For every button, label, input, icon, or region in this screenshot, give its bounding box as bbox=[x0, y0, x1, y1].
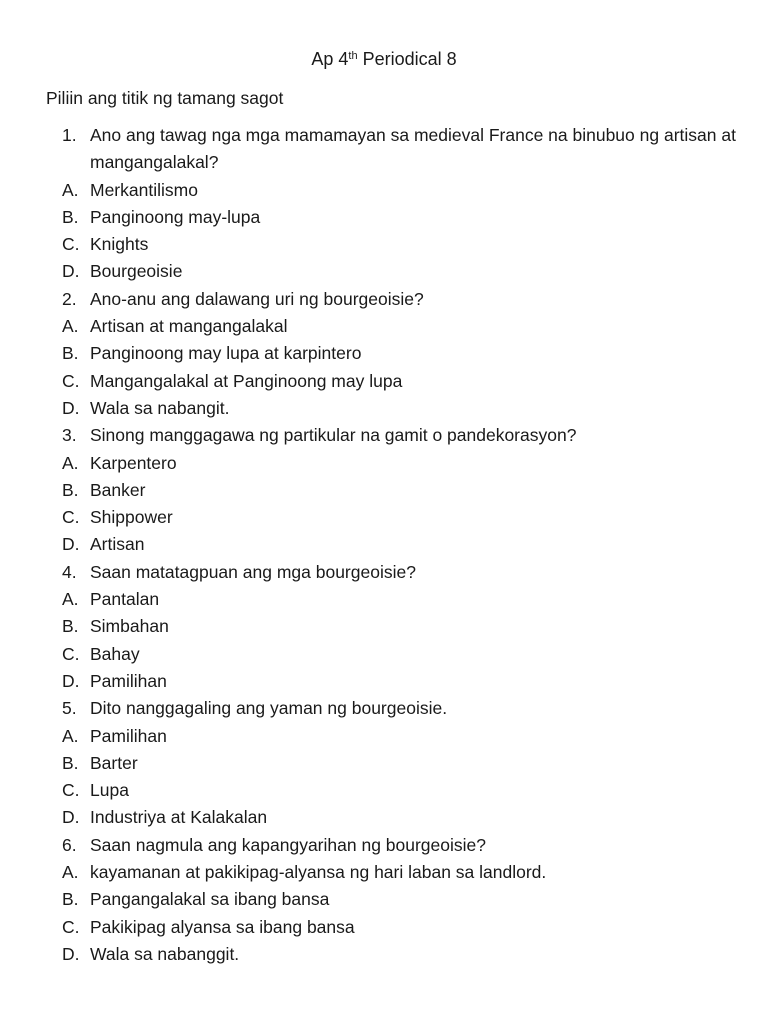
choice-text: Bahay bbox=[90, 643, 140, 664]
choice-letter: C. bbox=[62, 370, 80, 391]
choice-text: Mangangalakal at Panginoong may lupa bbox=[90, 370, 403, 391]
question-6-choice-c bbox=[62, 914, 742, 941]
question-number: 1. bbox=[62, 125, 77, 145]
question-6-choice-d bbox=[62, 941, 742, 968]
choice-letter: A. bbox=[62, 725, 79, 746]
choice-letter: D. bbox=[62, 534, 80, 555]
choice-text: Banker bbox=[90, 479, 146, 500]
title-suffix: Periodical 8 bbox=[357, 49, 457, 69]
question-3-choice-a bbox=[62, 450, 742, 477]
question-2-choice-d bbox=[62, 395, 742, 422]
question-5-choice-c bbox=[62, 777, 742, 804]
choice-letter: A. bbox=[62, 316, 79, 337]
choice-text: Bourgeoisie bbox=[90, 261, 183, 282]
choice-letter: B. bbox=[62, 206, 79, 227]
choice-letter: C. bbox=[62, 234, 80, 255]
question-4-choice-a bbox=[62, 586, 742, 613]
choice-text: Pangangalakal sa ibang bansa bbox=[90, 889, 330, 910]
question-3-choice-b bbox=[62, 477, 742, 504]
question-number: 4. bbox=[62, 561, 77, 582]
instruction-text: Piliin ang titik ng tamang sagot bbox=[46, 88, 284, 108]
question-3 bbox=[62, 422, 742, 449]
choice-text: Barter bbox=[90, 752, 138, 773]
question-1-choice-b bbox=[62, 204, 742, 231]
choice-letter: A. bbox=[62, 589, 79, 610]
choice-letter: B. bbox=[62, 343, 79, 364]
choice-text: Lupa bbox=[90, 780, 129, 801]
question-text: Ano ang tawag nga mga mamamayan sa medieval France na binubuo ng artisan at mangangalakal? bbox=[90, 125, 736, 173]
question-3-choice-d bbox=[62, 531, 742, 558]
title-prefix: Ap 4 bbox=[311, 49, 349, 69]
question-4 bbox=[62, 559, 742, 586]
question-4-choice-c bbox=[62, 641, 742, 668]
choice-text: Merkantilismo bbox=[90, 179, 198, 200]
choice-text: Industriya at Kalakalan bbox=[90, 807, 268, 828]
question-text: Saan matatagpuan ang mga bourgeoisie? bbox=[90, 561, 416, 582]
question-1-choice-d bbox=[62, 258, 742, 285]
question-1-choice-c bbox=[62, 231, 742, 258]
choice-text: Pakikipag alyansa sa ibang bansa bbox=[90, 916, 355, 937]
choice-letter: B. bbox=[62, 616, 79, 637]
question-5-choice-d bbox=[62, 804, 742, 831]
question-number: 3. bbox=[62, 425, 77, 446]
question-1-choice-a bbox=[62, 177, 742, 204]
choice-letter: C. bbox=[62, 507, 80, 528]
question-text: Ano-anu ang dalawang uri ng bourgeoisie? bbox=[90, 288, 424, 309]
choice-text: Pantalan bbox=[90, 589, 160, 610]
choice-letter: C. bbox=[62, 916, 80, 937]
choice-text: Simbahan bbox=[90, 616, 169, 637]
choice-text: Panginoong may lupa at karpintero bbox=[90, 343, 362, 364]
question-2-choice-a bbox=[62, 313, 742, 340]
choice-letter: A. bbox=[62, 179, 79, 200]
choice-letter: D. bbox=[62, 397, 80, 418]
choice-letter: D. bbox=[62, 670, 80, 691]
choice-letter: C. bbox=[62, 780, 80, 801]
question-5-choice-a bbox=[62, 723, 742, 750]
choice-text: Artisan bbox=[90, 534, 145, 555]
choice-text: Karpentero bbox=[90, 452, 177, 473]
choice-text: Shippower bbox=[90, 507, 173, 528]
question-number: 2. bbox=[62, 288, 77, 309]
question-5-choice-b bbox=[62, 750, 742, 777]
choice-text: Pamilihan bbox=[90, 725, 167, 746]
choice-letter: A. bbox=[62, 862, 79, 883]
document-title bbox=[0, 47, 768, 71]
choice-letter: A. bbox=[62, 452, 79, 473]
choice-text: kayamanan at pakikipag-alyansa ng hari laban sa landlord. bbox=[90, 862, 547, 883]
choice-letter: B. bbox=[62, 479, 79, 500]
choice-letter: D. bbox=[62, 261, 80, 282]
choice-text: Wala sa nabangit. bbox=[90, 397, 230, 418]
choice-text: Pamilihan bbox=[90, 670, 167, 691]
choice-letter: C. bbox=[62, 643, 80, 664]
question-6 bbox=[62, 832, 742, 859]
question-text: Sinong manggagawa ng partikular na gamit o pandekorasyon? bbox=[90, 425, 577, 446]
choice-letter: B. bbox=[62, 889, 79, 910]
choice-text: Artisan at mangangalakal bbox=[90, 316, 288, 337]
question-2 bbox=[62, 286, 742, 313]
choice-letter: D. bbox=[62, 943, 80, 964]
question-number: 5. bbox=[62, 698, 77, 719]
question-1 bbox=[62, 122, 742, 177]
question-4-choice-b bbox=[62, 613, 742, 640]
question-6-choice-b bbox=[62, 886, 742, 913]
question-6-choice-a bbox=[62, 859, 742, 886]
question-number: 6. bbox=[62, 834, 77, 855]
choice-letter: D. bbox=[62, 807, 80, 828]
question-list bbox=[62, 122, 742, 968]
choice-text: Panginoong may-lupa bbox=[90, 206, 261, 227]
question-4-choice-d bbox=[62, 668, 742, 695]
question-5 bbox=[62, 695, 742, 722]
question-text: Saan nagmula ang kapangyarihan ng bourgeoisie? bbox=[90, 834, 486, 855]
choice-letter: B. bbox=[62, 752, 79, 773]
question-2-choice-c bbox=[62, 368, 742, 395]
question-3-choice-c bbox=[62, 504, 742, 531]
choice-text: Wala sa nabanggit. bbox=[90, 943, 240, 964]
choice-text: Knights bbox=[90, 234, 149, 255]
question-text: Dito nanggagaling ang yaman ng bourgeoisie. bbox=[90, 698, 448, 719]
title-superscript: th bbox=[348, 50, 358, 62]
question-2-choice-b bbox=[62, 340, 742, 367]
